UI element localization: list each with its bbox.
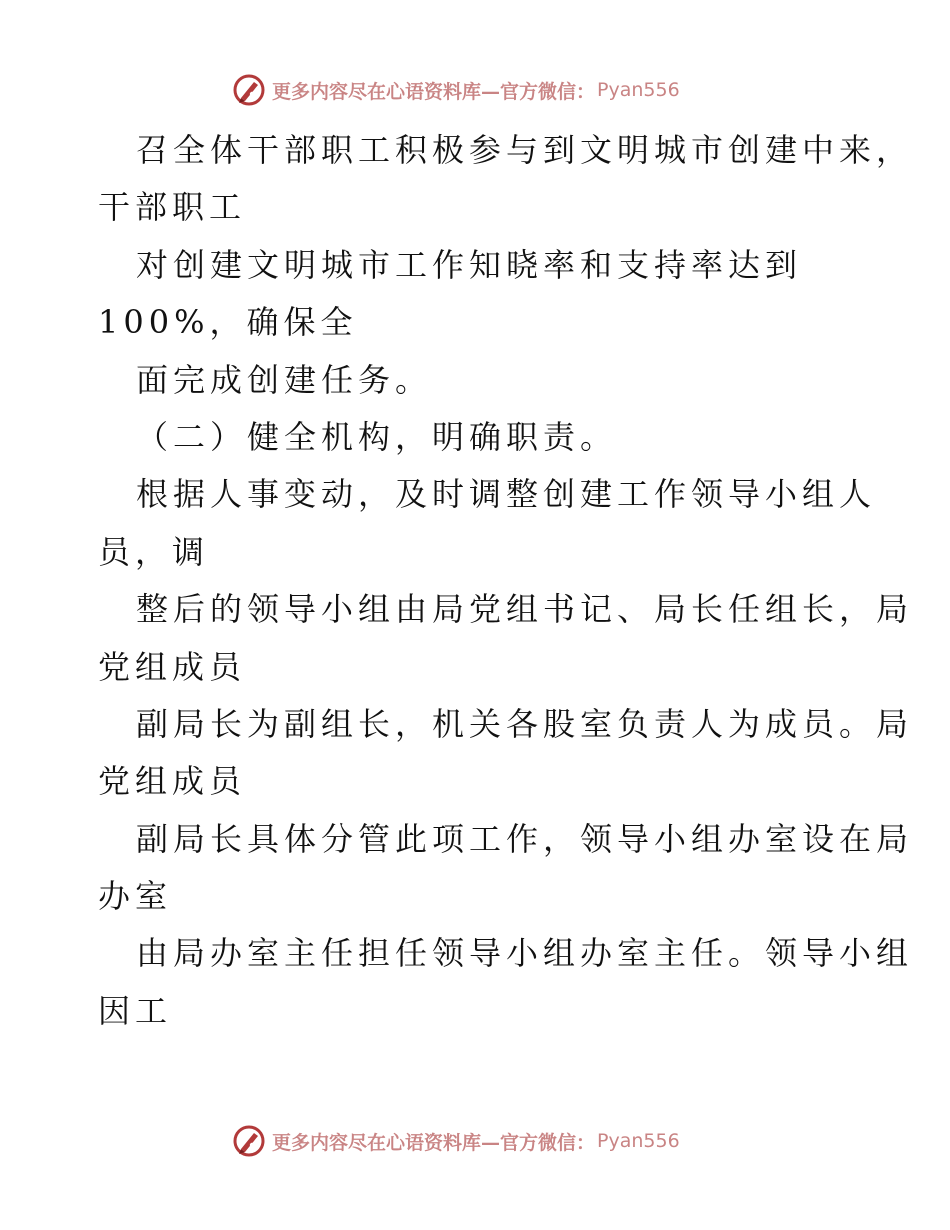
text-line: 干部职工 (98, 188, 247, 227)
pen-logo-icon (232, 1124, 266, 1158)
text-line: 由局办室主任担任领导小组办室主任。领导小组 (136, 934, 914, 973)
text-line: 召全体干部职工积极参与到文明城市创建中来， (136, 131, 914, 169)
text-line: 因工 (98, 991, 173, 1030)
section-heading: （二）健全机构，明确职责。 (136, 417, 618, 456)
banner-text: 更多内容尽在心语资料库—官方微信： (272, 80, 596, 103)
text-line: 党组成员 (98, 762, 247, 801)
text-line: 100%，确保全 (98, 303, 358, 342)
text-line: 办室 (98, 877, 173, 916)
banner-text: 更多内容尽在心语资料库—官方微信： (272, 1131, 596, 1154)
text-line: 副局长为副组长，机关各股室负责人为成员。局 (136, 704, 914, 743)
text-line: 根据人事变动，及时调整创建工作领导小组人 (136, 475, 877, 514)
text-line: 对创建文明城市工作知晓率和支持率达到 (136, 245, 803, 284)
pen-logo-icon (232, 73, 266, 107)
footer-banner (232, 1124, 680, 1158)
text-line: 面完成创建任务。 (136, 360, 433, 399)
text-line: 副局长具体分管此项工作，领导小组办室设在局 (136, 819, 914, 858)
text-line: 党组成员 (98, 647, 247, 686)
header-banner (232, 73, 680, 107)
banner-wechat-id: Pyan556 (597, 79, 680, 101)
banner-wechat-id: Pyan556 (597, 1130, 680, 1152)
text-line: 整后的领导小组由局党组书记、局长任组长，局 (136, 590, 914, 629)
document-body (98, 122, 914, 1040)
text-line: 员，调 (98, 532, 210, 571)
